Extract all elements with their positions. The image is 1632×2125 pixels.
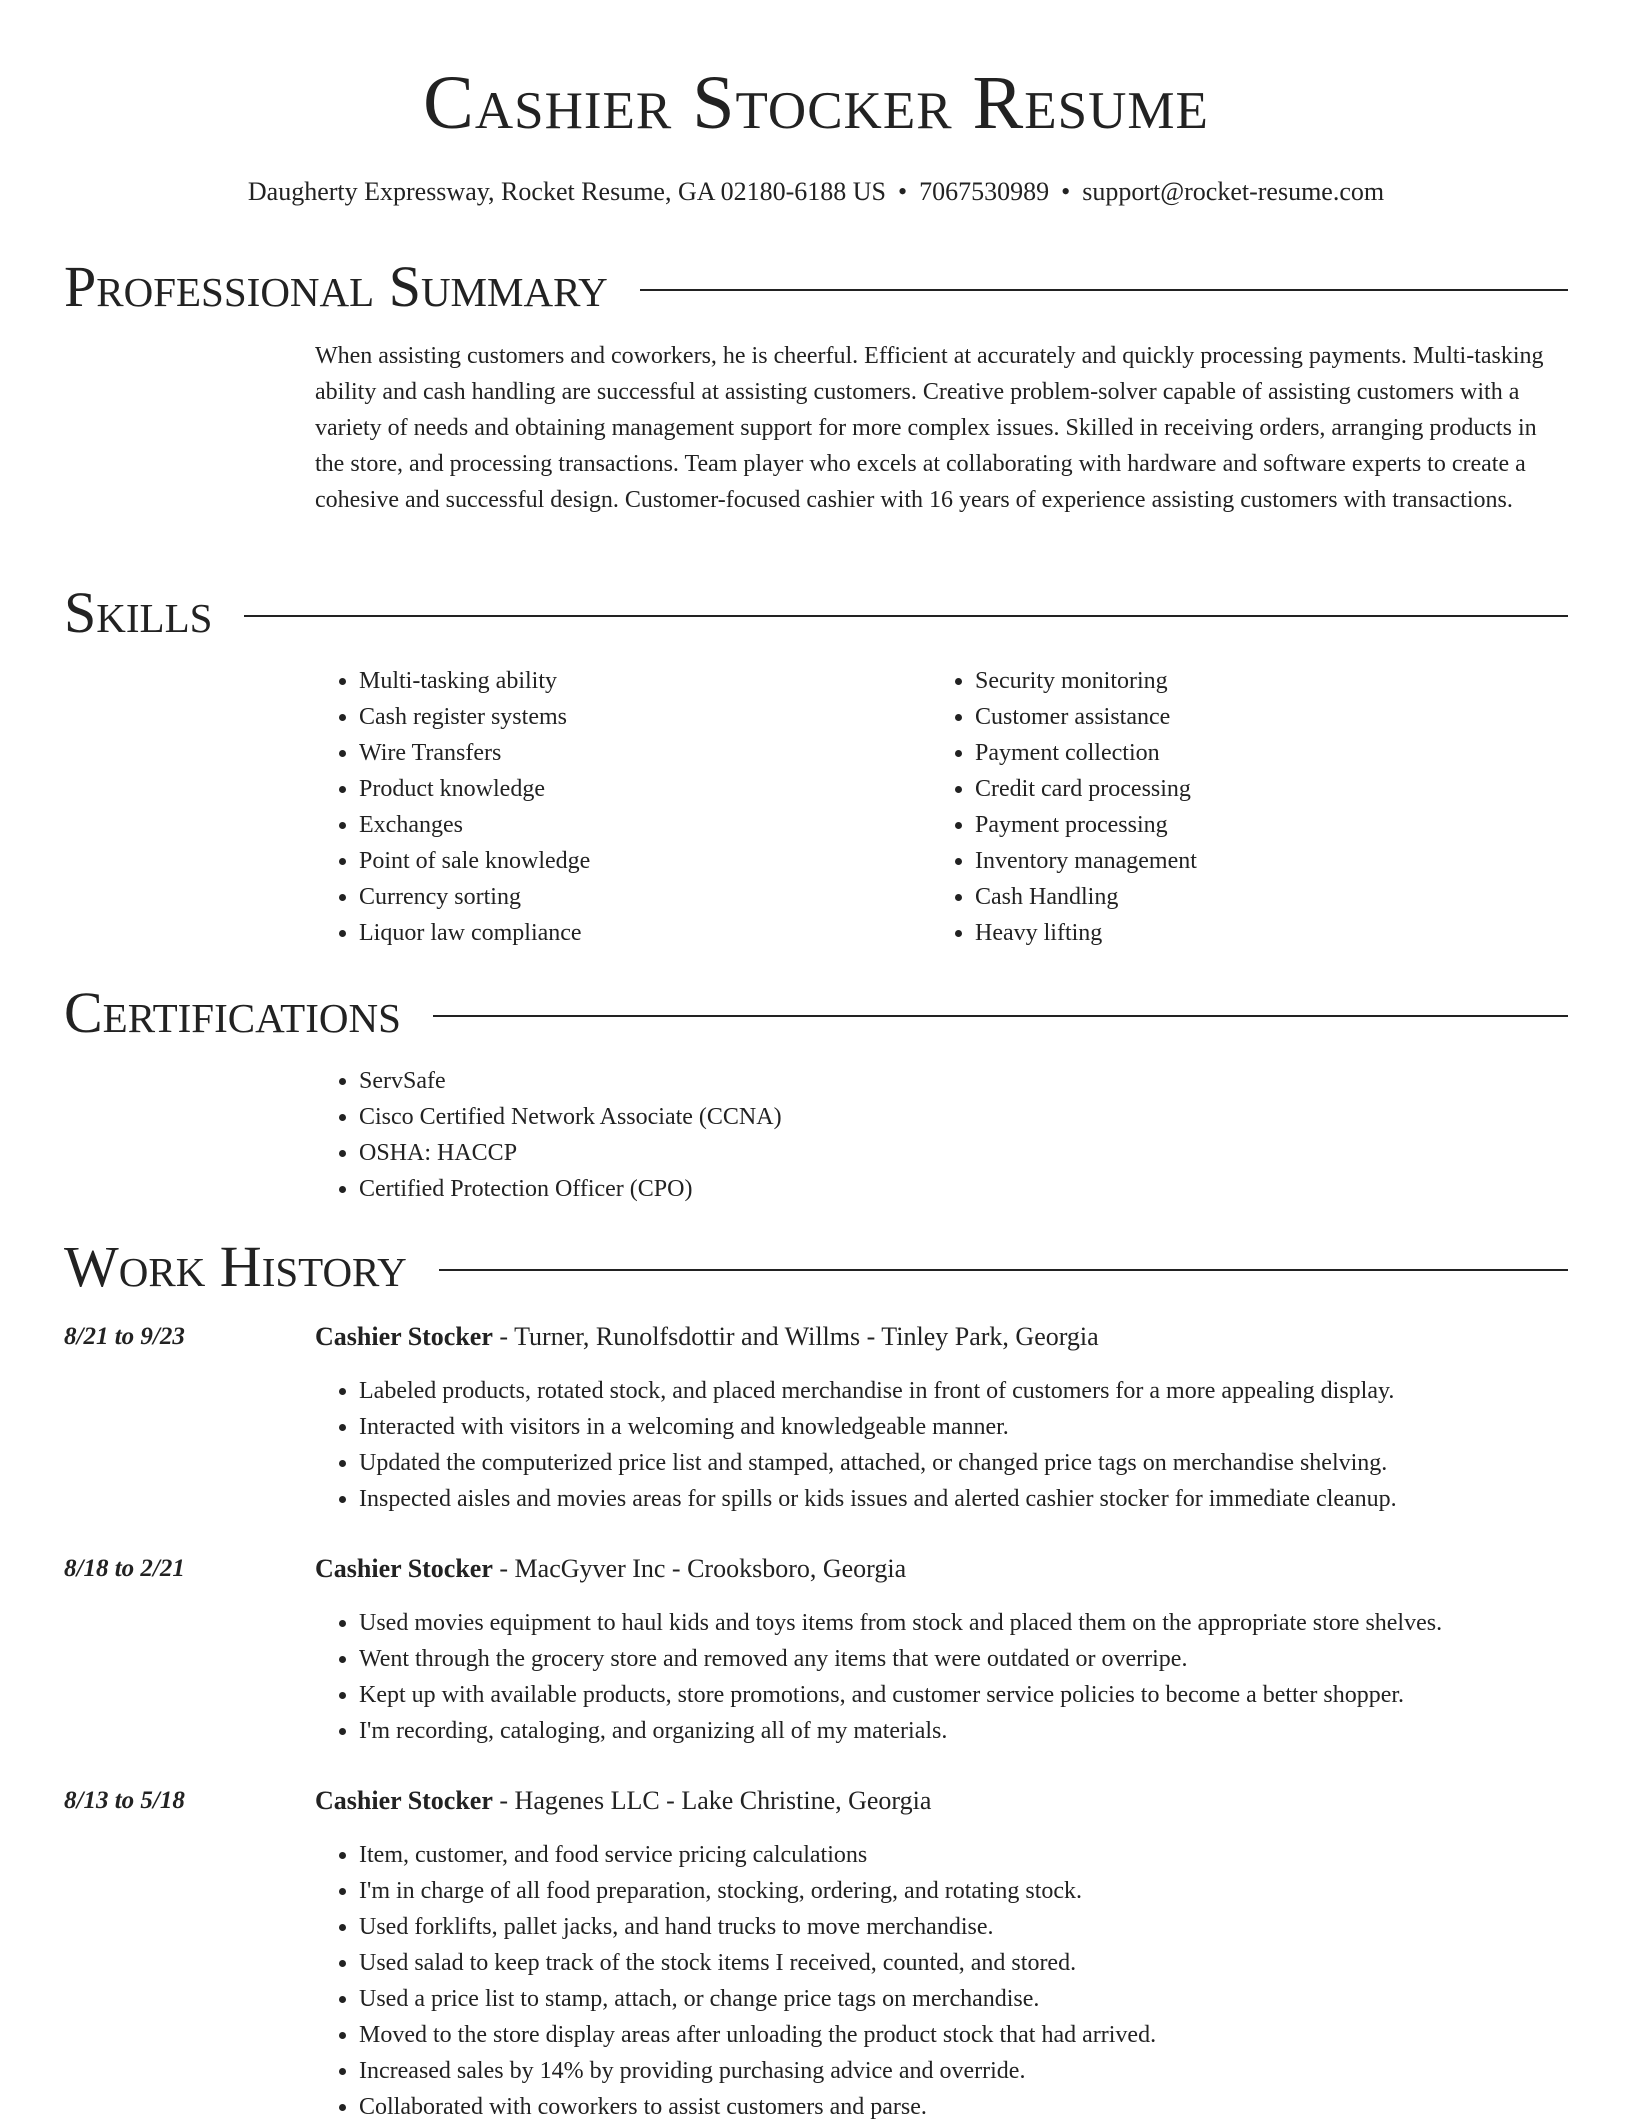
job-employer-location: - Turner, Runolfsdottir and Willms - Tinley Park, Georgia xyxy=(492,1322,1099,1351)
skill-item: • Point of sale knowledge xyxy=(359,843,875,879)
job-heading xyxy=(315,1319,1099,1355)
skill-item: • Customer assistance xyxy=(975,699,1491,735)
skill-item: • Heavy lifting xyxy=(975,915,1491,951)
contact-line xyxy=(0,174,1632,210)
section-title-certifications: Certifications xyxy=(64,980,401,1045)
job-title: Cashier Stocker xyxy=(315,1322,493,1351)
section-header-certifications xyxy=(64,980,1568,1046)
job-dates: 8/13 to 5/18 xyxy=(64,1787,185,1814)
section-title-skills: Skills xyxy=(64,580,213,645)
section-divider xyxy=(640,289,1568,291)
job-bullet: • Item, customer, and food service pricing calculations xyxy=(359,1837,1575,1873)
section-header-summary xyxy=(64,254,1568,320)
job-bullets xyxy=(315,1837,1575,2125)
job-heading xyxy=(315,1551,906,1587)
certification-item: • ServSafe xyxy=(359,1063,1315,1099)
job-bullet: • Used a price list to stamp, attach, or change price tags on merchandise. xyxy=(359,1981,1575,2017)
skill-item: • Wire Transfers xyxy=(359,735,875,771)
job-bullets xyxy=(315,1373,1575,1517)
job-dates: 8/21 to 9/23 xyxy=(64,1323,185,1350)
section-divider xyxy=(433,1015,1568,1017)
contact-email: support@rocket-resume.com xyxy=(1082,177,1385,206)
job-title: Cashier Stocker xyxy=(315,1554,493,1583)
section-divider xyxy=(439,1269,1568,1271)
skill-item: • Credit card processing xyxy=(975,771,1491,807)
skill-item: • Product knowledge xyxy=(359,771,875,807)
skill-item: • Currency sorting xyxy=(359,879,875,915)
skill-item: • Payment collection xyxy=(975,735,1491,771)
skill-item: • Liquor law compliance xyxy=(359,915,875,951)
section-header-skills xyxy=(64,580,1568,646)
certification-item: • OSHA: HACCP xyxy=(359,1135,1315,1171)
skill-item: • Cash Handling xyxy=(975,879,1491,915)
job-bullet: • I'm recording, cataloging, and organizing all of my materials. xyxy=(359,1713,1575,1749)
section-divider xyxy=(244,615,1568,617)
resume-title: Cashier Stocker Resume xyxy=(423,61,1209,145)
certification-item: • Certified Protection Officer (CPO) xyxy=(359,1171,1315,1207)
skill-item: • Cash register systems xyxy=(359,699,875,735)
skills-column-left xyxy=(315,663,875,951)
job-dates: 8/18 to 2/21 xyxy=(64,1555,185,1582)
job-bullet: • Kept up with available products, store promotions, and customer service policies to become a better shopper. xyxy=(359,1677,1575,1713)
contact-separator: • xyxy=(1061,177,1071,206)
job-bullet: • Moved to the store display areas after unloading the product stock that had arrived. xyxy=(359,2017,1575,2053)
summary-text: When assisting customers and coworkers, he is cheerful. Efficient at accurately and quickly processing payments. Multi-tasking ability and cash handling are successful at assisting customers. Creative problem-solver capable of assisting customers with a variety of needs and obtaining management support for more complex issues. Skilled in receiving orders, arranging products in the store, and processing transactions. Team player who excels at collaborating with hardware and software experts to create a cohesive and successful design. Customer-focused cashier with 16 years of experience assisting customers with transactions. xyxy=(315,343,1544,513)
job-bullet: • Used forklifts, pallet jacks, and hand trucks to move merchandise. xyxy=(359,1909,1575,1945)
job-bullet: • Went through the grocery store and removed any items that were outdated or overripe. xyxy=(359,1641,1575,1677)
section-title-summary: Professional Summary xyxy=(64,254,608,319)
job-bullet: • Interacted with visitors in a welcoming and knowledgeable manner. xyxy=(359,1409,1575,1445)
section-title-work-history: Work History xyxy=(64,1234,407,1299)
job-employer-location: - MacGyver Inc - Crooksboro, Georgia xyxy=(492,1554,907,1583)
job-bullet: • Updated the computerized price list and stamped, attached, or changed price tags on merchandise shelving. xyxy=(359,1445,1575,1481)
job-bullet: • I'm in charge of all food preparation, stocking, ordering, and rotating stock. xyxy=(359,1873,1575,1909)
job-bullet: • Labeled products, rotated stock, and placed merchandise in front of customers for a more appealing display. xyxy=(359,1373,1575,1409)
skill-item: • Security monitoring xyxy=(975,663,1491,699)
contact-phone: 7067530989 xyxy=(919,177,1050,206)
job-bullet: • Used salad to keep track of the stock items I received, counted, and stored. xyxy=(359,1945,1575,1981)
skill-item: • Exchanges xyxy=(359,807,875,843)
contact-address: Daugherty Expressway, Rocket Resume, GA 02180-6188 US xyxy=(247,177,886,206)
skill-item: • Inventory management xyxy=(975,843,1491,879)
job-employer-location: - Hagenes LLC - Lake Christine, Georgia xyxy=(492,1786,932,1815)
certifications-list xyxy=(315,1063,1315,1207)
job-heading xyxy=(315,1783,931,1819)
job-bullet: • Inspected aisles and movies areas for spills or kids issues and alerted cashier stocker for immediate cleanup. xyxy=(359,1481,1575,1517)
skill-item: • Payment processing xyxy=(975,807,1491,843)
skill-item: • Multi-tasking ability xyxy=(359,663,875,699)
section-header-work-history xyxy=(64,1234,1568,1300)
certification-item: • Cisco Certified Network Associate (CCNA) xyxy=(359,1099,1315,1135)
job-bullet: • Collaborated with coworkers to assist customers and parse. xyxy=(359,2089,1575,2125)
job-title: Cashier Stocker xyxy=(315,1786,493,1815)
skills-column-right xyxy=(931,663,1491,951)
contact-separator: • xyxy=(897,177,908,206)
job-bullet: • Increased sales by 14% by providing purchasing advice and override. xyxy=(359,2053,1575,2089)
job-bullet: • Used movies equipment to haul kids and toys items from stock and placed them on the appropriate store shelves. xyxy=(359,1605,1575,1641)
job-bullets xyxy=(315,1605,1575,1749)
